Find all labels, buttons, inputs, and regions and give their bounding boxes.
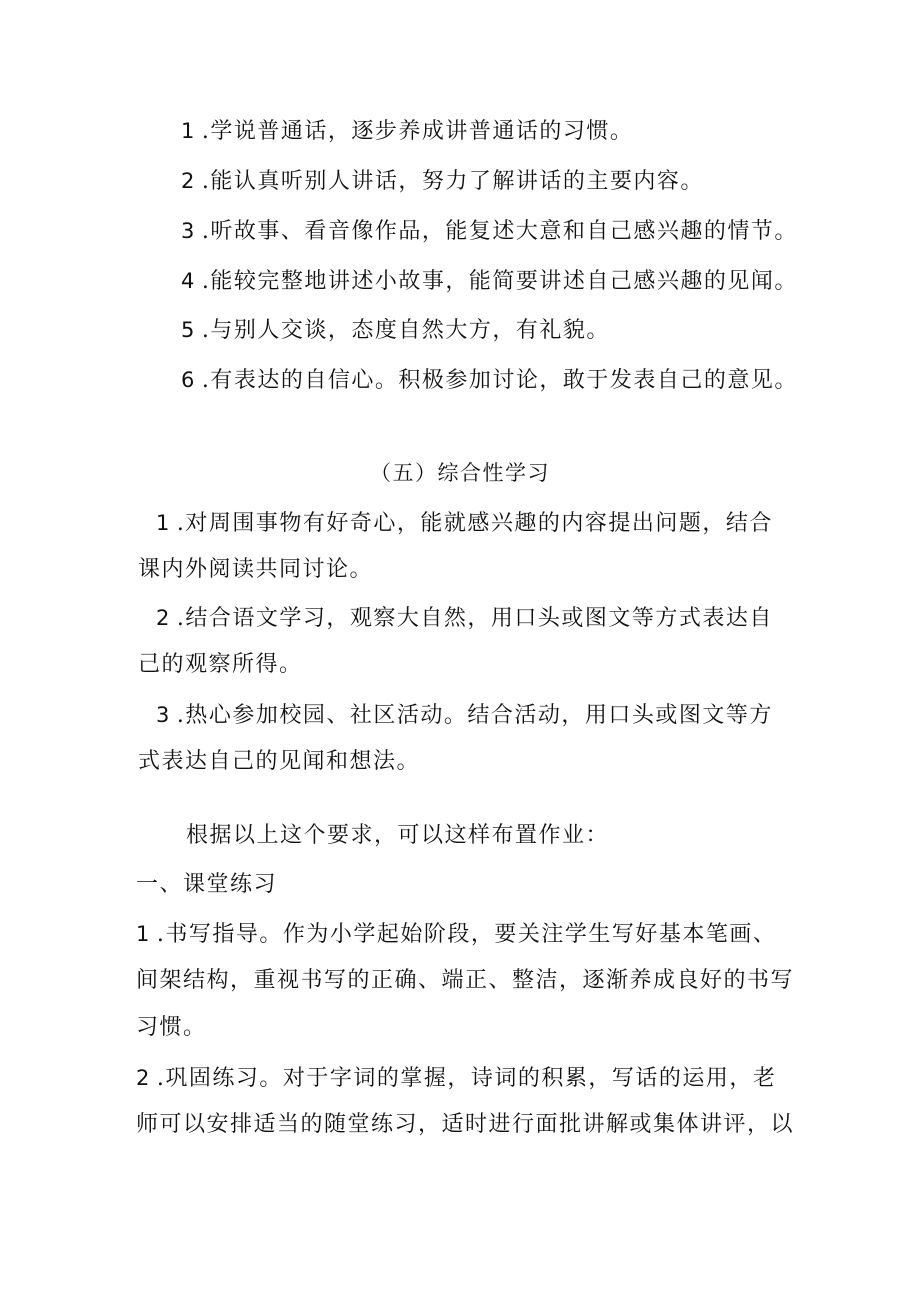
oral-goal-text: .学说普通话，逐步养成讲普通话的习惯。 [201,119,634,144]
classwork-heading: 一、课堂练习 [136,872,278,897]
oral-goal-text: .与别人交谈，态度自然大方，有礼貌。 [201,318,610,343]
section5-item-3-line2: 式表达自己的见闻和想法。 [138,749,421,774]
section5-item-text: .热心参加校园、社区活动。结合活动，用口头或图文等方 [176,703,773,728]
oral-goal-text: .能较完整地讲述小故事，能简要讲述自己感兴趣的见闻。 [201,269,798,294]
section5-item-2-line2: 己的观察所得。 [138,652,303,677]
classwork-item-2-line2: 师可以安排适当的随堂练习，适时进行面批讲解或集体讲评，以 [136,1112,795,1137]
oral-goal-number: 5 [181,318,196,342]
section5-item-text: .结合语文学习，观察大自然，用口头或图文等方式表达自 [176,606,773,631]
oral-goal-number: 1 [181,119,196,143]
oral-goal-number: 2 [181,169,196,193]
oral-goal-number: 4 [181,269,196,293]
section5-item-text: .对周围事物有好奇心，能就感兴趣的内容提出问题，结合 [176,511,773,536]
classwork-item-text: .巩固练习。对于字词的掌握，诗词的积累，写话的运用，老 [156,1066,777,1091]
oral-goal-text: .有表达的自信心。积极参加讨论，敢于发表自己的意见。 [201,368,798,393]
oral-goal-text: .听故事、看音像作品，能复述大意和自己感兴趣的情节。 [201,219,798,244]
oral-goal-4 [181,267,798,296]
oral-goal-number: 6 [181,368,196,392]
section-heading-comprehensive-learning: （五）综合性学习 [370,461,550,485]
oral-goal-3 [181,217,798,246]
oral-goal-5 [181,316,610,345]
section5-item-1-line1 [156,509,773,538]
oral-goal-2 [181,167,704,196]
section5-item-number: 3 [156,703,171,727]
section5-item-1-line2: 课内外阅读共同讨论。 [138,557,374,582]
oral-goal-1 [181,117,633,146]
classwork-item-2-line1 [136,1064,776,1093]
classwork-item-number: 2 [136,1066,151,1090]
homework-intro: 根据以上这个要求，可以这样布置作业： [186,823,610,848]
classwork-item-1-line1 [136,920,776,949]
oral-goal-6 [181,366,798,395]
section5-item-number: 2 [156,606,171,630]
section5-item-2-line1 [156,604,773,633]
oral-goal-number: 3 [181,219,196,243]
section5-item-number: 1 [156,511,171,535]
classwork-item-1-line2: 间架结构，重视书写的正确、端正、整洁，逐渐养成良好的书写 [136,968,795,993]
oral-goal-text: .能认真听别人讲话，努力了解讲话的主要内容。 [201,169,704,194]
classwork-item-text: .书写指导。作为小学起始阶段，要关注学生写好基本笔画、 [156,922,777,947]
classwork-item-number: 1 [136,922,151,946]
classwork-item-1-line3: 习惯。 [136,1015,207,1040]
section5-item-3-line1 [156,701,773,730]
